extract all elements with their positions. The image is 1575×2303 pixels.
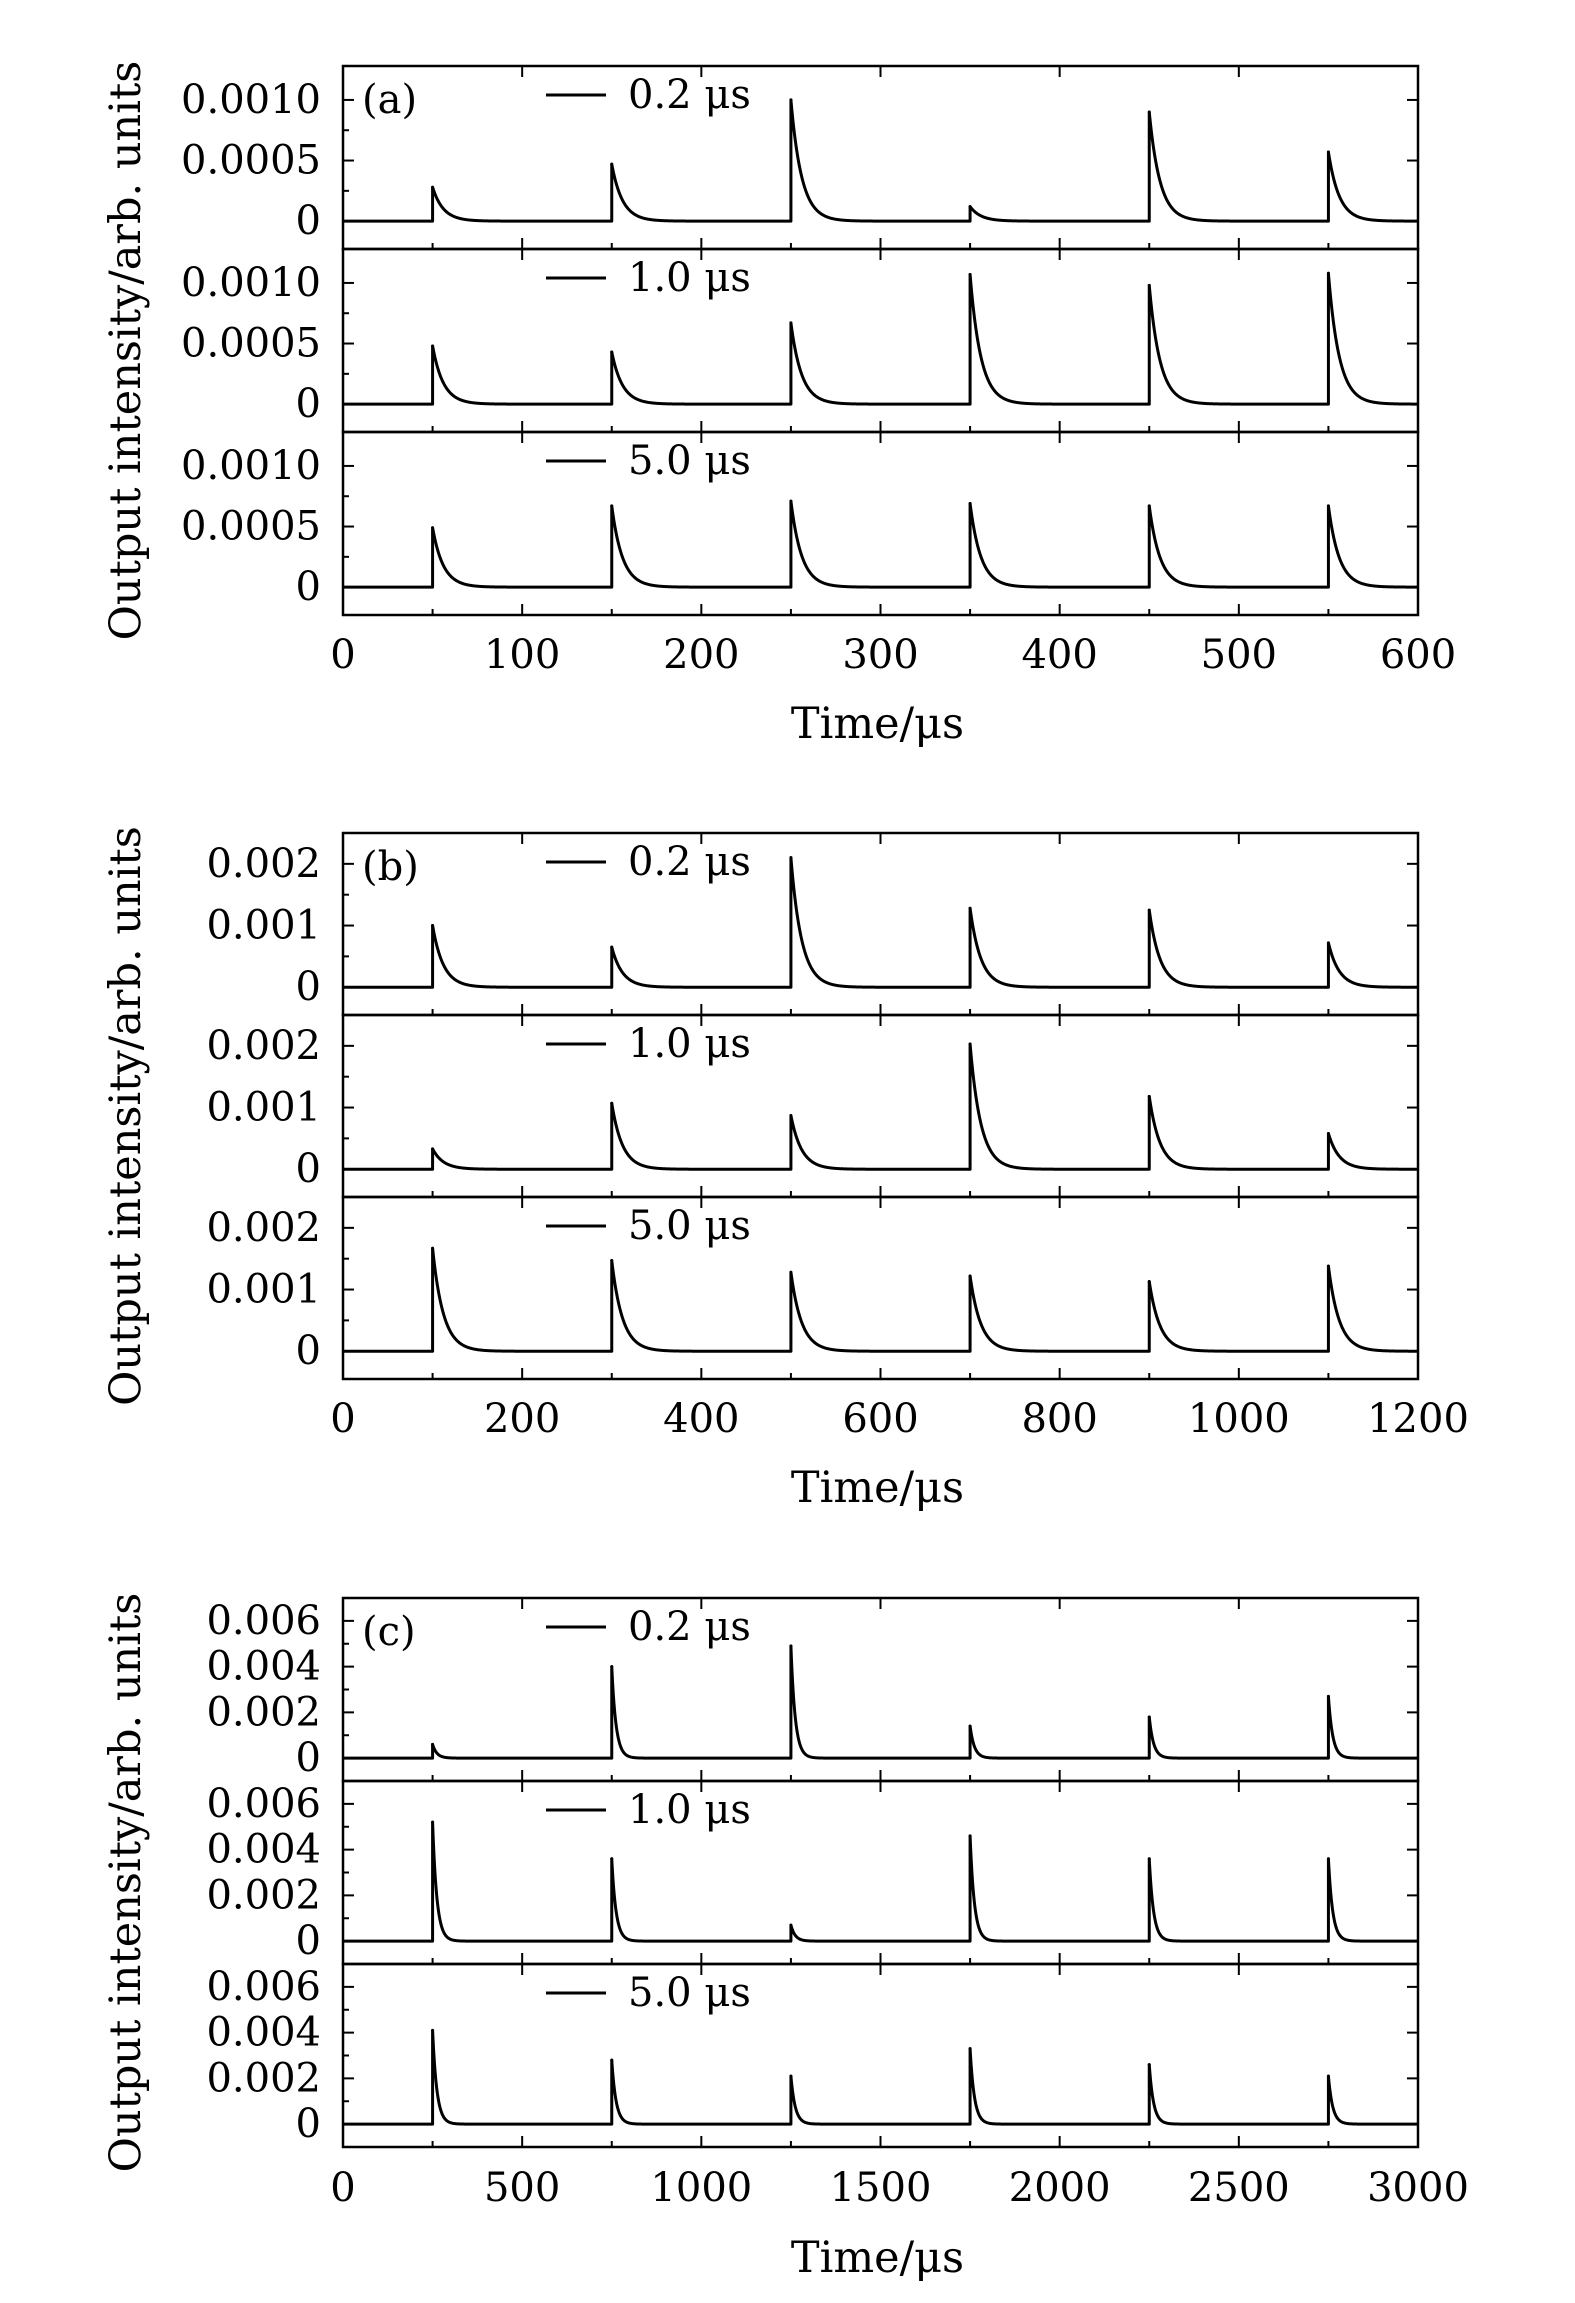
chart-panel-1 xyxy=(101,61,1456,749)
legend-label: 0.2 μs xyxy=(628,1604,751,1650)
x-axis-title: Time/μs xyxy=(790,1463,965,1513)
data-point xyxy=(789,1271,792,1274)
x-tick-label: 200 xyxy=(483,1396,561,1442)
x-tick-label: 1000 xyxy=(650,2165,753,2211)
y-tick-label: 0 xyxy=(295,381,321,428)
x-tick-label: 2500 xyxy=(1187,2165,1290,2211)
y-tick-label: 0.006 xyxy=(206,1780,321,1827)
data-point xyxy=(431,526,434,529)
series-line xyxy=(343,858,1418,988)
data-point xyxy=(610,1665,613,1668)
y-tick-label: 0 xyxy=(295,1918,321,1965)
data-point xyxy=(969,1042,972,1045)
legend-label: 5.0 μs xyxy=(628,438,751,484)
data-point xyxy=(1148,111,1151,114)
data-point xyxy=(1327,941,1330,944)
y-tick-label: 0.0010 xyxy=(181,259,321,306)
data-point xyxy=(431,344,434,347)
legend-label: 0.2 μs xyxy=(628,839,751,885)
series-line xyxy=(343,2030,1418,2124)
x-tick-label: 2000 xyxy=(1008,2165,1111,2211)
y-tick-label: 0.002 xyxy=(206,1872,321,1919)
y-tick-label: 0.002 xyxy=(206,1204,321,1251)
y-tick-label: 0.0010 xyxy=(181,76,321,123)
data-point xyxy=(1327,272,1330,275)
y-axis-title: Output intensity/arb. units xyxy=(101,60,151,641)
data-point xyxy=(789,321,792,324)
data-point xyxy=(789,1114,792,1117)
subplot-frame xyxy=(343,1598,1418,1781)
y-tick-label: 0 xyxy=(295,964,321,1011)
data-point xyxy=(610,2059,613,2062)
data-point xyxy=(431,2029,434,2032)
x-tick-label: 600 xyxy=(842,1396,919,1442)
x-tick-label: 0 xyxy=(330,632,356,678)
y-tick-label: 0.002 xyxy=(206,2055,321,2102)
legend-label: 0.2 μs xyxy=(628,72,751,118)
x-tick-label: 3000 xyxy=(1367,2165,1469,2211)
y-tick-label: 0 xyxy=(295,1735,321,1782)
y-tick-label: 0.001 xyxy=(206,1084,321,1131)
legend-label: 1.0 μs xyxy=(628,1021,751,1067)
data-point xyxy=(1148,1095,1151,1098)
y-axis-title: Output intensity/arb. units xyxy=(101,826,151,1406)
series-line xyxy=(343,501,1418,587)
data-point xyxy=(610,504,613,507)
y-tick-label: 0 xyxy=(295,564,321,611)
y-tick-label: 0.002 xyxy=(206,1022,321,1069)
data-point xyxy=(969,1725,972,1728)
data-point xyxy=(431,1247,434,1250)
data-point xyxy=(789,1645,792,1648)
data-point xyxy=(431,1147,434,1150)
data-point xyxy=(610,351,613,354)
y-tick-label: 0.002 xyxy=(206,840,321,887)
y-tick-label: 0.004 xyxy=(206,2009,321,2056)
data-point xyxy=(1327,504,1330,507)
data-point xyxy=(969,502,972,505)
panel-label: (c) xyxy=(362,1609,416,1655)
data-point xyxy=(969,1834,972,1837)
legend-label: 5.0 μs xyxy=(628,1970,751,2016)
x-tick-label: 300 xyxy=(842,632,919,678)
y-tick-label: 0.001 xyxy=(206,1266,321,1313)
data-point xyxy=(789,98,792,101)
data-point xyxy=(610,946,613,949)
x-tick-label: 500 xyxy=(483,2165,561,2211)
x-tick-label: 1000 xyxy=(1187,1396,1290,1442)
data-point xyxy=(969,2047,972,2050)
x-tick-label: 1200 xyxy=(1367,1396,1469,1442)
y-tick-label: 0.006 xyxy=(206,1963,321,2010)
data-point xyxy=(1327,1265,1330,1268)
y-axis-title: Output intensity/arb. units xyxy=(101,1592,151,2173)
y-tick-label: 0.0010 xyxy=(181,442,321,489)
x-tick-label: 400 xyxy=(1021,632,1098,678)
data-point xyxy=(1327,2075,1330,2078)
x-tick-label: 100 xyxy=(483,632,561,678)
data-point xyxy=(1148,1715,1151,1718)
series-line xyxy=(343,1822,1418,1941)
y-tick-label: 0.0005 xyxy=(181,137,321,184)
data-point xyxy=(610,1857,613,1860)
data-point xyxy=(1148,1280,1151,1283)
data-point xyxy=(969,1274,972,1277)
panel-label: (b) xyxy=(362,844,419,890)
data-point xyxy=(969,273,972,276)
data-point xyxy=(789,1924,792,1927)
data-point xyxy=(969,205,972,208)
x-tick-label: 800 xyxy=(1021,1396,1098,1442)
y-tick-label: 0.0005 xyxy=(181,320,321,367)
y-tick-label: 0 xyxy=(295,1328,321,1375)
x-tick-label: 0 xyxy=(330,1396,356,1442)
chart-panel-2 xyxy=(101,826,1469,1513)
data-point xyxy=(789,856,792,859)
series-line xyxy=(343,1044,1418,1169)
y-tick-label: 0.004 xyxy=(206,1643,321,1690)
legend-label: 1.0 μs xyxy=(628,255,751,301)
data-point xyxy=(1148,504,1151,507)
data-point xyxy=(610,1102,613,1105)
y-tick-label: 0 xyxy=(295,198,321,245)
series-line xyxy=(343,1646,1418,1758)
series-line xyxy=(343,100,1418,221)
data-point xyxy=(431,186,434,189)
panel-label: (a) xyxy=(362,77,418,123)
data-point xyxy=(1148,2063,1151,2066)
series-line xyxy=(343,1248,1418,1351)
subplot-frame xyxy=(343,1964,1418,2147)
data-point xyxy=(1148,284,1151,287)
data-point xyxy=(789,500,792,503)
y-tick-label: 0.002 xyxy=(206,1689,321,1736)
data-point xyxy=(789,2075,792,2078)
y-tick-label: 0 xyxy=(295,1146,321,1193)
data-point xyxy=(610,1259,613,1262)
data-point xyxy=(1148,909,1151,912)
x-tick-label: 500 xyxy=(1200,632,1278,678)
y-tick-label: 0 xyxy=(295,2101,321,2148)
data-point xyxy=(610,163,613,166)
data-point xyxy=(1327,1857,1330,1860)
subplot-frame xyxy=(343,1781,1418,1964)
y-tick-label: 0.006 xyxy=(206,1597,321,1644)
data-point xyxy=(969,907,972,910)
data-point xyxy=(1327,151,1330,154)
data-point xyxy=(1327,1132,1330,1135)
x-tick-label: 0 xyxy=(330,2165,356,2211)
x-tick-label: 200 xyxy=(663,632,740,678)
data-point xyxy=(431,924,434,927)
legend-label: 5.0 μs xyxy=(628,1203,751,1249)
y-tick-label: 0.004 xyxy=(206,1826,321,1873)
x-axis-title: Time/μs xyxy=(790,2233,965,2283)
data-point xyxy=(431,1821,434,1824)
data-point xyxy=(1148,1857,1151,1860)
x-tick-label: 400 xyxy=(663,1396,740,1442)
x-axis-title: Time/μs xyxy=(790,699,965,749)
y-tick-label: 0.0005 xyxy=(181,503,321,550)
legend-label: 1.0 μs xyxy=(628,1787,751,1833)
x-tick-label: 1500 xyxy=(829,2165,932,2211)
series-line xyxy=(343,273,1418,404)
x-tick-label: 600 xyxy=(1379,632,1457,678)
data-point xyxy=(431,1743,434,1746)
data-point xyxy=(1327,1695,1330,1698)
y-tick-label: 0.001 xyxy=(206,902,321,949)
chart-panel-3 xyxy=(101,1593,1469,2283)
